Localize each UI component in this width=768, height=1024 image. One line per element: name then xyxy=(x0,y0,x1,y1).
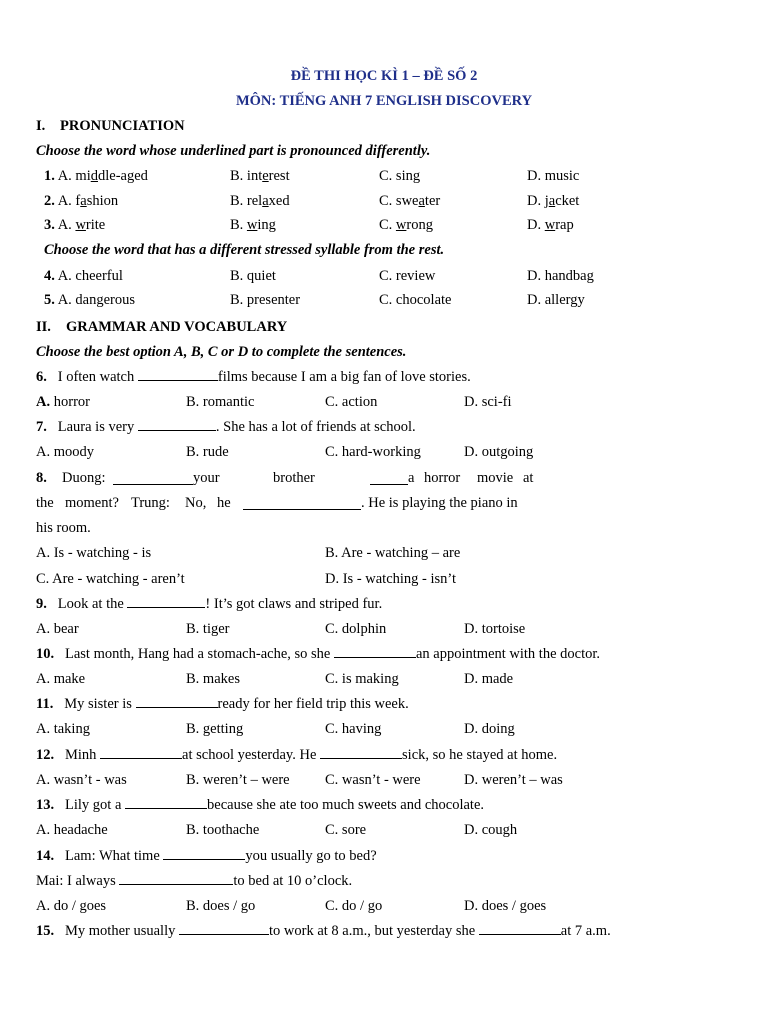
section-pronunciation-heading: I. PRONUNCIATION xyxy=(36,118,185,134)
instruction-stress: Choose the word that has a different stressed syllable from the rest. xyxy=(44,242,445,258)
options-8-row2: C. Are - watching - aren’t D. Is - watching - isn’t xyxy=(36,571,457,587)
question-11: 11. My sister is ready for her field trip this week. xyxy=(36,696,409,712)
question-3: 3. A. write B. wing C. wrong D. wrap xyxy=(44,217,574,233)
instruction-grammar: Choose the best option A, B, C or D to complete the sentences. xyxy=(36,344,407,360)
options-14: A. do / goes B. does / go C. do / go D. does / goes xyxy=(36,898,547,914)
options-8-row1: A. Is - watching - is B. Are - watching – are xyxy=(36,545,461,561)
question-14: 14. Lam: What time you usually go to bed? xyxy=(36,848,377,864)
question-1: 1. A. middle-aged B. interest C. sing D. music xyxy=(44,168,580,184)
question-5: 5. A. dangerous B. presenter C. chocolate D. allergy xyxy=(44,292,585,308)
question-13: 13. Lily got a because she ate too much sweets and chocolate. xyxy=(36,797,485,813)
question-8-line3: his room. xyxy=(36,520,91,536)
options-6: A. horror B. romantic C. action D. sci-fi xyxy=(36,394,512,410)
options-9: A. bear B. tiger C. dolphin D. tortoise xyxy=(36,621,526,637)
options-10: A. make B. makes C. is making D. made xyxy=(36,671,514,687)
subject-title: MÔN: TIẾNG ANH 7 ENGLISH DISCOVERY xyxy=(235,93,533,109)
question-4: 4. A. cheerful B. quiet C. review D. handbag xyxy=(44,268,594,284)
question-2: 2. A. fashion B. relaxed C. sweater D. jacket xyxy=(44,193,580,209)
options-7: A. moody B. rude C. hard-working D. outgoing xyxy=(36,444,534,460)
question-6: 6. I often watch films because I am a big fan of love stories. xyxy=(36,369,471,385)
question-8-line2: the moment? Trung: No, he . He is playing the piano in xyxy=(36,495,518,511)
options-11: A. taking B. getting C. having D. doing xyxy=(36,721,515,737)
exam-title: ĐỀ THI HỌC KÌ 1 – ĐỀ SỐ 2 xyxy=(290,68,478,84)
question-8: 8. Duong: your brother a horror movie at xyxy=(36,470,534,486)
options-12: A. wasn’t - was B. weren’t – were C. wasn’t - were D. weren’t – was xyxy=(36,772,563,788)
question-15: 15. My mother usually to work at 8 a.m., but yesterday she at 7 a.m. xyxy=(36,923,611,939)
question-12: 12. Minh at school yesterday. He sick, so he stayed at home. xyxy=(36,747,558,763)
options-13: A. headache B. toothache C. sore D. cough xyxy=(36,822,518,838)
question-14-line2: Mai: I always to bed at 10 o’clock. xyxy=(36,873,353,889)
section-grammar-heading: II. GRAMMAR AND VOCABULARY xyxy=(36,319,288,335)
question-10: 10. Last month, Hang had a stomach-ache, so she an appointment with the doctor. xyxy=(36,646,601,662)
question-7: 7. Laura is very . She has a lot of friends at school. xyxy=(36,419,416,435)
instruction-pronunciation: Choose the word whose underlined part is pronounced differently. xyxy=(36,143,431,159)
question-9: 9. Look at the ! It’s got claws and striped fur. xyxy=(36,596,383,612)
